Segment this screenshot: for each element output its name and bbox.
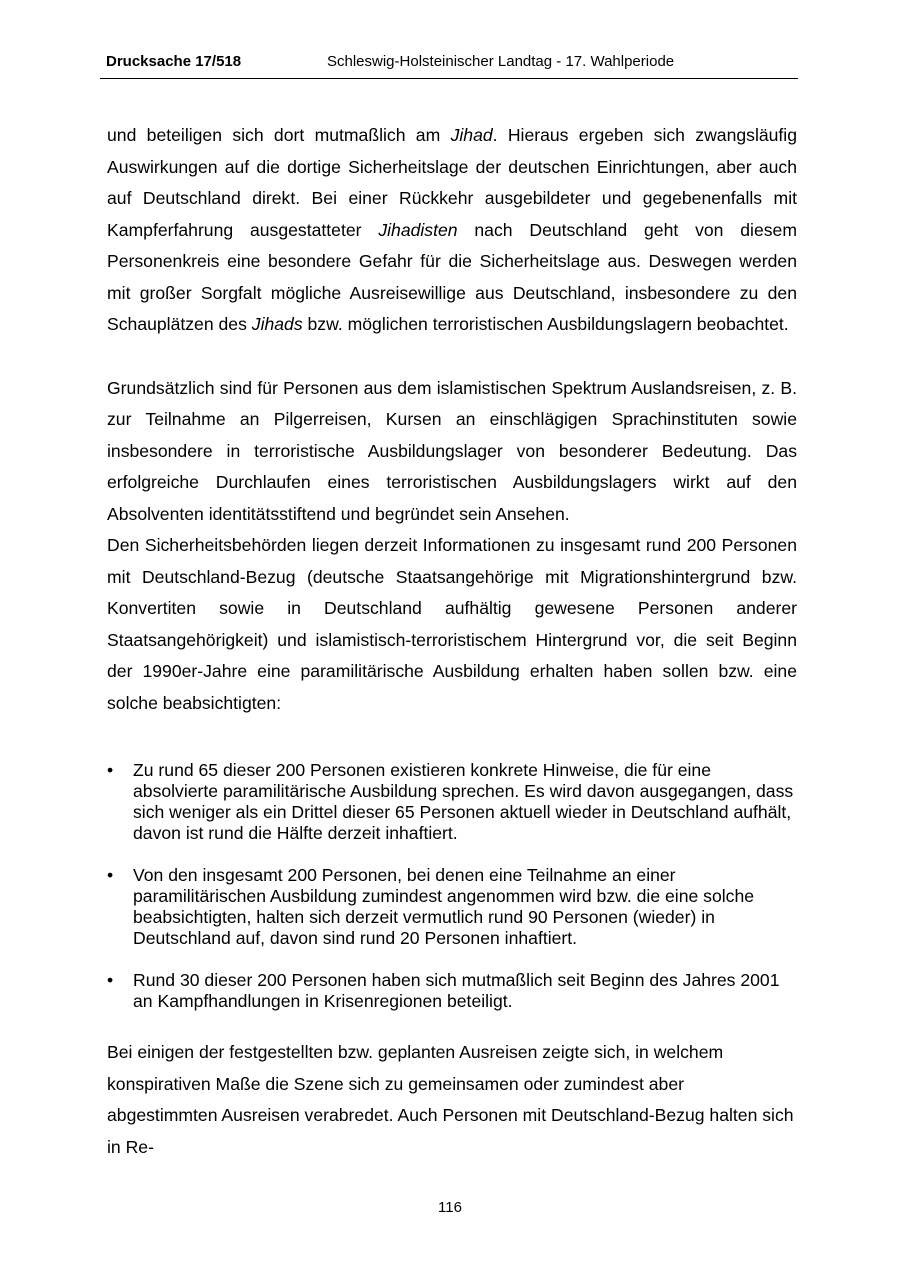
bullet-marker: • — [107, 865, 114, 885]
bullet-list — [107, 760, 797, 1012]
list-item-text: Rund 30 dieser 200 Personen haben sich mutmaßlich seit Beginn des Jahres 2001 an Kampfhandlungen in Krisenregionen beteiligt. — [133, 970, 780, 1011]
paragraph-1-text-d: bzw. möglichen terroristischen Ausbildungslagern beobachtet. — [302, 314, 789, 334]
paragraph-1-text-c: nach Deutschland geht von diesem Personenkreis eine besondere Gefahr für die Sicherheitslage aus. Deswegen werden mit großer Sorgfalt mögliche Ausreisewillige aus Deutschland, insbesondere zu den Schauplätzen des — [107, 219, 797, 334]
list-item-text: Zu rund 65 dieser 200 Personen existieren konkrete Hinweise, die für eine absolvierte paramilitärische Ausbildung sprechen. Es wird davon ausgegangen, dass sich weniger als ein Drittel dieser 65 Personen aktuell wieder in Deutschland aufhält, davon ist rund die Hälfte derzeit inhaftiert. — [133, 760, 794, 843]
bullet-marker: • — [107, 970, 114, 990]
paragraph-3: Den Sicherheitsbehörden liegen derzeit Informationen zu insgesamt rund 200 Personen mit Deutschland-Bezug (deutsche Staatsangehörige mit Migrationshintergrund bzw. Konvertiten sowie in Deutschland aufhältig gewesene Personen anderer Staatsangehörigkeit) und islamistisch-terroristischem Hintergrund vor, die seit Beginn der 1990er-Jahre eine paramilitärische Ausbildung erhalten haben sollen bzw. eine solche beabsichtigten: — [107, 535, 797, 713]
bullet-marker: • — [107, 760, 114, 780]
page-number: 116 — [438, 1199, 462, 1216]
paragraph-1-text-b: . Hieraus ergeben sich zwangsläufig Auswirkungen auf die dortige Sicherheitslage der deutschen Einrichtungen, aber auch auf Deutschland direkt. Bei einer Rückkehr ausgebildeter und gegebenenfalls mit Kampferfahrung ausgestatteter — [107, 125, 798, 240]
paragraph-2: Grundsätzlich sind für Personen aus dem islamistischen Spektrum Auslandsreisen, z. B. zur Teilnahme an Pilgerreisen, Kursen an einschlägigen Sprachinstituten sowie insbesondere in terroristische Ausbildungslager von besonderer Bedeutung. Das erfolgreiche Durchlaufen eines terroristischen Ausbildungslagers wirkt auf den Absolventen identitätsstiftend und begründet sein Ansehen. — [107, 377, 797, 524]
parliament-title: Schleswig-Holsteinischer Landtag - 17. Wahlperiode — [327, 53, 675, 70]
list-item — [107, 865, 797, 949]
paragraph-1-text-a: und beteiligen sich dort mutmaßlich am — [107, 125, 451, 145]
spacer — [107, 341, 797, 373]
page-header — [100, 52, 798, 79]
list-item — [107, 970, 797, 1012]
list-item — [107, 760, 797, 844]
paragraph-1-italic-jihad: Jihad — [450, 125, 493, 145]
list-item-text: Von den insgesamt 200 Personen, bei denen eine Teilnahme an einer paramilitärischen Ausbildung zumindest angenommen wird bzw. die eine solche beabsichtigten, halten sich derzeit vermutlich rund 90 Personen (wieder) in Deutschland auf, davon sind rund 20 Personen inhaftiert. — [133, 865, 755, 948]
paragraph-1 — [107, 120, 797, 341]
paragraph-4: Bei einigen der festgestellten bzw. geplanten Ausreisen zeigte sich, in welchem konspirativen Maße die Szene sich zu gemeinsamen oder zumindest aber abgestimmten Ausreisen verabredet. Auch Personen mit Deutschland-Bezug halten sich in Re- — [107, 1042, 794, 1157]
paragraph-1-italic-jihads: Jihads — [251, 314, 303, 334]
document-body — [107, 120, 797, 1163]
document-number: Drucksache 17/518 — [106, 53, 242, 70]
paragraph-1-italic-jihadisten: Jihadisten — [378, 219, 458, 240]
